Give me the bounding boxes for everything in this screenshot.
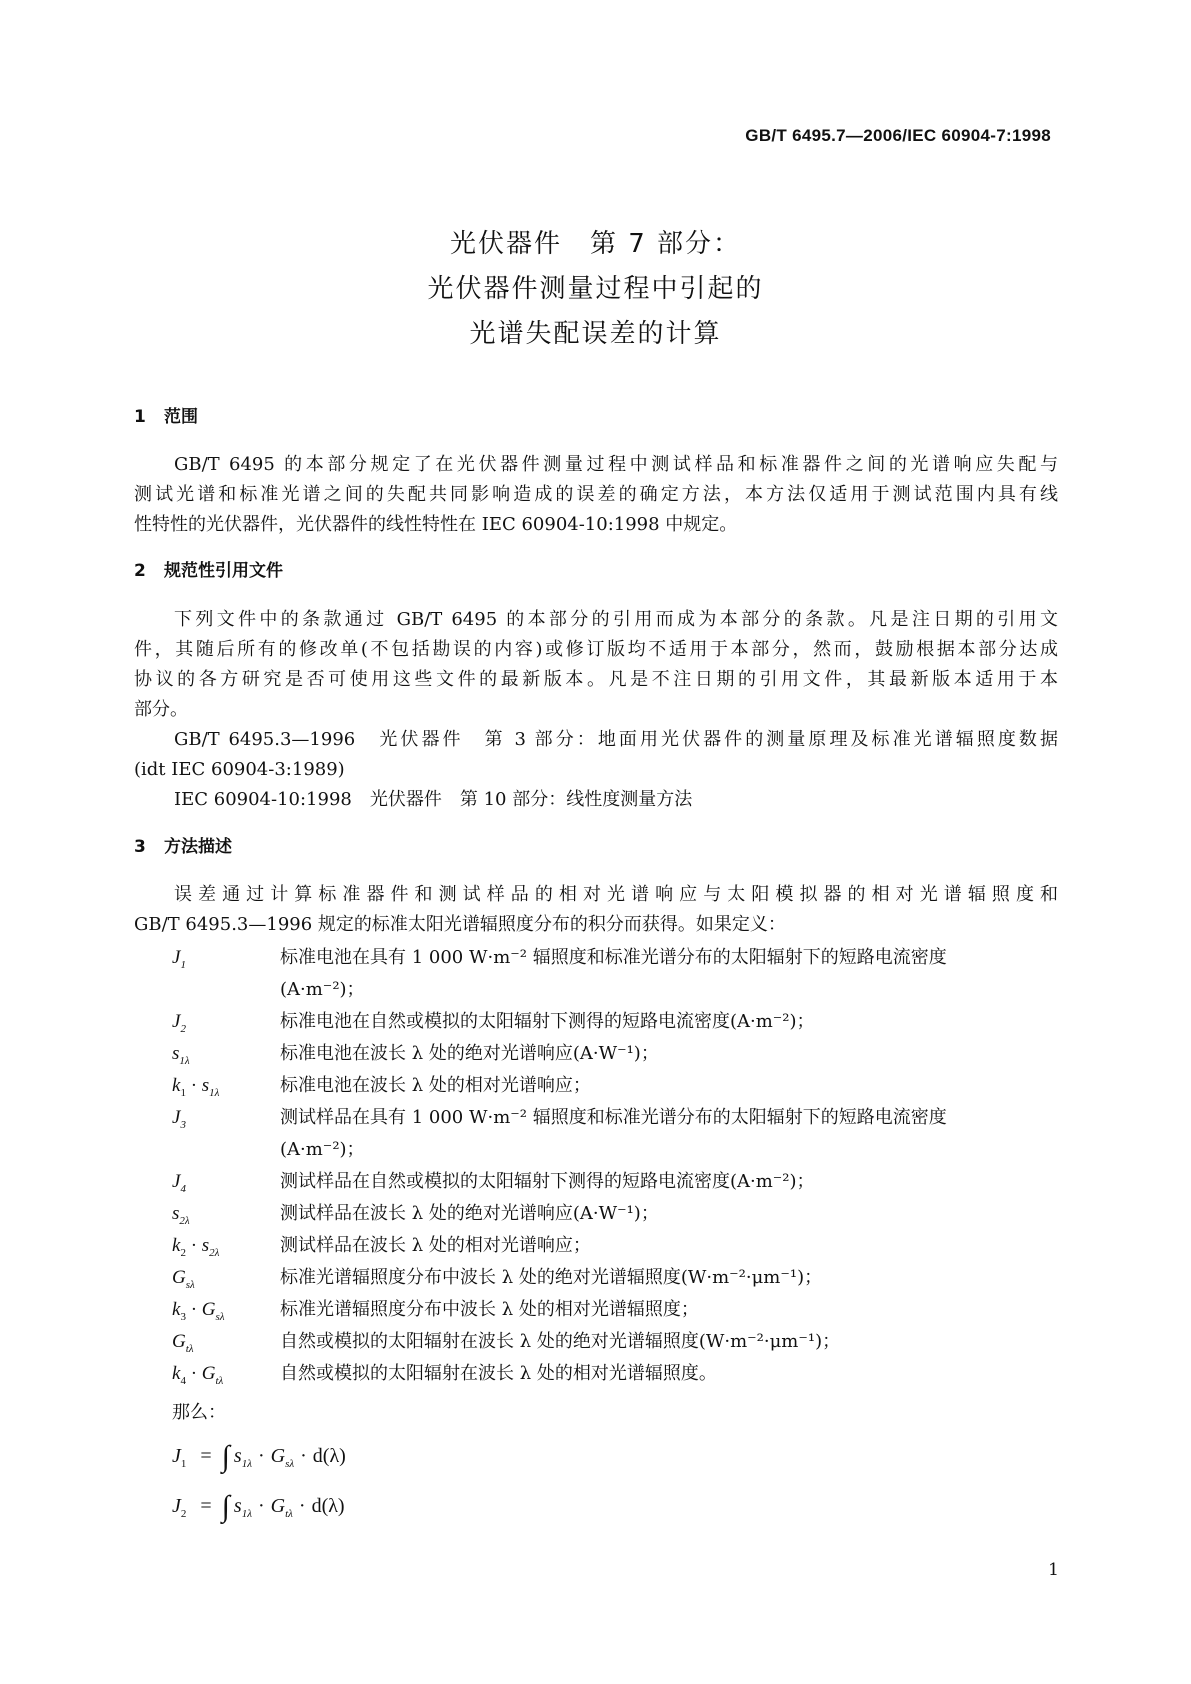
equals-sign: = [200,1495,212,1517]
scope-paragraph [134,450,1058,540]
symbol-main: J [172,1011,181,1032]
definition-symbol [172,1038,280,1070]
formula-lhs: J [172,1445,181,1467]
text-line: 协议的各方研究是否可使用这些文件的最新版本。凡是不注日期的引用文件，其最新版本适用于本 [134,669,1058,690]
symbol-subscript: tλ [185,1342,194,1355]
definition-symbol [172,1358,280,1390]
description-line: 标准电池在波长 λ 处的绝对光谱响应(A·W⁻¹)； [280,1043,659,1064]
formula-term-subscript: sλ [285,1458,295,1470]
definition-symbol [172,1294,280,1326]
formula-term-subscript: tλ [285,1508,293,1520]
definition-description [280,1294,1062,1326]
symbol-subscript: 1 [180,958,186,971]
symbol-prefix: k [172,1299,181,1320]
formula-lhs: J [172,1495,181,1517]
equals-sign: = [200,1445,212,1467]
section-number: 2 [134,561,146,581]
description-line: 自然或模拟的太阳辐射在波长 λ 处的绝对光谱辐照度(W·m⁻²·μm⁻¹)； [280,1331,841,1352]
symbol-main: G [201,1363,216,1384]
multiply-dot: · [257,1495,265,1517]
definition-description [280,1326,1062,1358]
symbol-main: s [201,1075,210,1096]
definition-symbol [172,1070,280,1102]
symbol-prefix: k [172,1075,181,1096]
multiply-dot: · [257,1445,265,1467]
page-number: 1 [1048,1560,1059,1580]
section-heading-normative-references [134,560,283,582]
symbol-prefix-subscript: 2 [180,1246,186,1259]
text-line: GB/T 6495 的本部分规定了在光伏器件测量过程中测试样品和标准器件之间的光谱响应失配与 [174,454,1058,475]
formula-term: G [270,1445,286,1467]
reference-item-continued: (idt IEC 60904-3:1989) [134,759,345,780]
symbol-main: G [201,1299,216,1320]
definition-item [172,1230,1062,1262]
definition-description [280,1038,1062,1070]
symbol-subscript: 2 [180,1022,186,1035]
text-line: 下列文件中的条款通过 GB/T 6495 的本部分的引用而成为本部分的条款。凡是注日期的引用文 [174,609,1058,630]
symbol-subscript: sλ [215,1310,225,1323]
formula-differential: d(λ) [311,1495,345,1517]
references-paragraph [134,605,1058,815]
description-line: 标准光谱辐照度分布中波长 λ 处的绝对光谱辐照度(W·m⁻²·μm⁻¹)； [280,1267,823,1288]
integral-sign: ∫ [221,1490,230,1523]
definition-item [172,1006,1062,1038]
multiply-dot: · [298,1495,306,1517]
description-line: (A·m⁻²)； [280,979,365,1000]
title-line: 光伏器件测量过程中引起的 [427,274,764,304]
symbol-prefix: k [172,1363,181,1384]
definition-description [280,942,1062,1006]
symbol-subscript: 1λ [179,1054,190,1067]
text-line: 件，其随后所有的修改单(不包括勘误的内容)或修订版均不适用于本部分，然而，鼓励根据本部分达成 [134,639,1058,660]
definition-symbol [172,942,280,1006]
symbol-main: s [172,1203,180,1224]
document-title [0,222,1191,357]
description-line: 测试样品在波长 λ 处的相对光谱响应； [280,1235,591,1256]
definition-description [280,1358,1062,1390]
multiply-dot: · [185,1235,202,1256]
definition-symbol [172,1326,280,1358]
definition-item [172,1070,1062,1102]
description-line: 标准电池在自然或模拟的太阳辐射下测得的短路电流密度(A·m⁻²)； [280,1011,815,1032]
symbol-main: J [172,947,181,968]
symbol-subscript: tλ [215,1374,224,1387]
definition-item [172,1358,1062,1390]
integral-sign: ∫ [221,1440,230,1473]
symbol-subscript: 2λ [209,1246,220,1259]
then-label: 那么： [172,1402,226,1423]
section-title: 范围 [164,407,198,427]
definition-description [280,1198,1062,1230]
symbol-main: J [172,1107,181,1128]
description-line: 自然或模拟的太阳辐射在波长 λ 处的相对光谱辐照度。 [280,1363,717,1384]
section-number: 3 [134,837,146,857]
title-line: 光谱失配误差的计算 [469,319,722,349]
definition-symbol [172,1198,280,1230]
title-line: 光伏器件 第 7 部分： [449,229,742,259]
definition-item [172,1326,1062,1358]
definition-item [172,1262,1062,1294]
symbol-main: G [172,1267,186,1288]
multiply-dot: · [185,1075,202,1096]
text-line: 性特性的光伏器件，光伏器件的线性特性在 IEC 60904-10:1998 中规定。 [134,514,738,535]
definition-item [172,942,1062,1006]
description-line: 测试样品在自然或模拟的太阳辐射下测得的短路电流密度(A·m⁻²)； [280,1171,815,1192]
definition-item [172,1038,1062,1070]
definition-symbol [172,1006,280,1038]
formula-differential: d(λ) [312,1445,346,1467]
symbol-subscript: 4 [180,1182,186,1195]
definition-item [172,1198,1062,1230]
section-title: 规范性引用文件 [164,561,283,581]
text-line: 误差通过计算标准器件和测试样品的相对光谱响应与太阳模拟器的相对光谱辐照度和 [174,884,1058,905]
definition-description [280,1230,1062,1262]
formula-lhs-subscript: 2 [180,1508,187,1520]
definition-symbol [172,1102,280,1166]
definition-description [280,1262,1062,1294]
formula-term-subscript: 1λ [241,1458,252,1470]
symbol-subscript: 3 [180,1118,186,1131]
definition-description [280,1006,1062,1038]
definition-description [280,1070,1062,1102]
formula [172,1436,346,1480]
definition-item [172,1294,1062,1326]
text-line: 部分。 [134,699,188,720]
symbol-main: G [172,1331,186,1352]
symbol-subscript: 1λ [209,1086,220,1099]
description-line: 标准电池在波长 λ 处的相对光谱响应； [280,1075,591,1096]
formula-term: s [233,1445,242,1467]
description-line: 测试样品在波长 λ 处的绝对光谱响应(A·W⁻¹)； [280,1203,659,1224]
definition-symbol [172,1262,280,1294]
definition-item [172,1166,1062,1198]
definition-symbol [172,1166,280,1198]
definition-description [280,1102,1062,1166]
reference-item: GB/T 6495.3—1996 光伏器件 第 3 部分：地面用光伏器件的测量原理及标准光谱辐照度数据 [174,729,1058,750]
formula [172,1486,345,1530]
symbol-main: J [172,1171,181,1192]
symbol-prefix-subscript: 4 [180,1374,186,1387]
section-title: 方法描述 [164,837,232,857]
section-heading-scope [134,406,198,428]
definition-item [172,1102,1062,1166]
symbol-prefix-subscript: 3 [180,1310,186,1323]
formula-term-subscript: 1λ [241,1508,252,1520]
section-heading-method [134,836,232,858]
multiply-dot: · [300,1445,307,1467]
definitions-list [172,942,1062,1390]
text-line: 测试光谱和标准光谱之间的失配共同影响造成的误差的确定方法，本方法仅适用于测试范围内具有线 [134,484,1058,505]
description-line: 标准光谱辐照度分布中波长 λ 处的相对光谱辐照度； [280,1299,699,1320]
description-line: 测试样品在具有 1 000 W·m⁻² 辐照度和标准光谱分布的太阳辐射下的短路电流密度 [280,1107,947,1128]
symbol-subscript: 2λ [179,1214,190,1227]
symbol-prefix: k [172,1235,181,1256]
description-line: (A·m⁻²)； [280,1139,365,1160]
symbol-main: s [172,1043,180,1064]
multiply-dot: · [185,1363,202,1384]
formula-term: s [233,1495,242,1517]
symbol-subscript: sλ [185,1278,195,1291]
definition-description [280,1166,1062,1198]
text-line: GB/T 6495.3—1996 规定的标准太阳光谱辐照度分布的积分而获得。如果定义： [134,914,786,935]
section-number: 1 [134,407,146,427]
formula-lhs-subscript: 1 [180,1458,187,1470]
formula-term: G [270,1495,286,1517]
description-line: 标准电池在具有 1 000 W·m⁻² 辐照度和标准光谱分布的太阳辐射下的短路电流密度 [280,947,947,968]
definition-symbol [172,1230,280,1262]
method-paragraph [134,880,1058,940]
symbol-main: s [201,1235,210,1256]
multiply-dot: · [185,1299,202,1320]
standard-number-header: GB/T 6495.7—2006/IEC 60904-7:1998 [745,126,1051,145]
symbol-prefix-subscript: 1 [180,1086,186,1099]
reference-item: IEC 60904-10:1998 光伏器件 第 10 部分：线性度测量方法 [174,789,693,810]
